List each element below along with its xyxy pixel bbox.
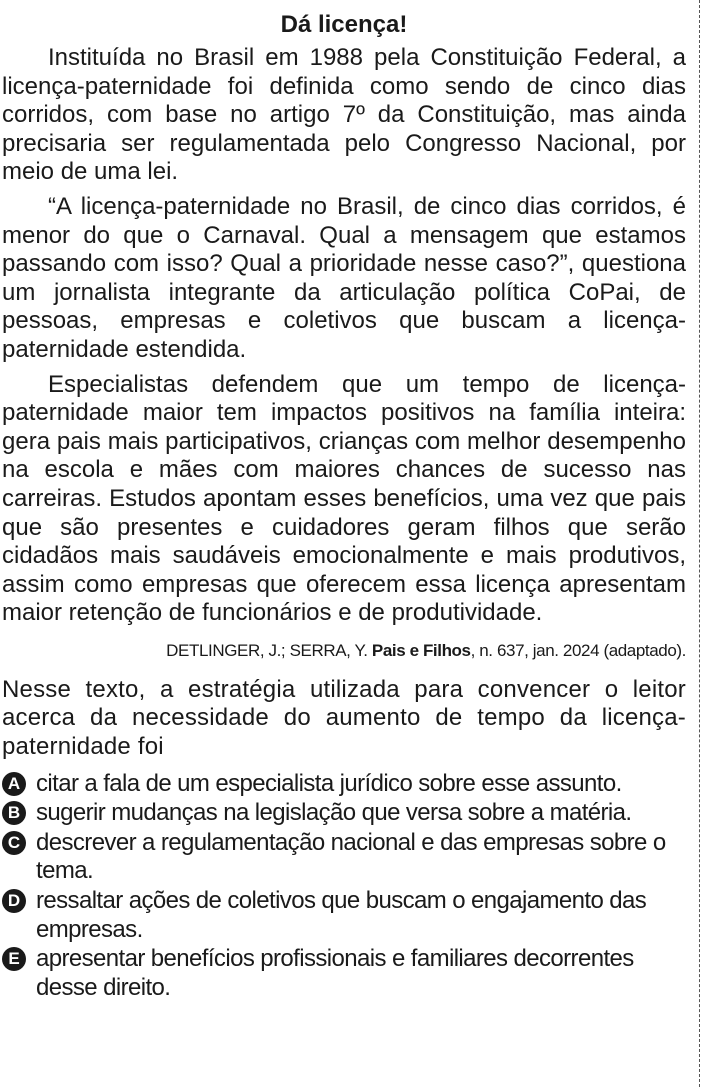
option-c[interactable] [2,829,686,886]
option-a-text: citar a fala de um especialista jurídico sobre esse assunto. [36,769,622,797]
paragraph-2: “A licença-paternidade no Brasil, de cinco dias corridos, é menor do que o Carnaval. Qual a mensagem que estamos passando com isso? Qual a prioridade nesse caso?”, questiona um jornalista integrante da articulação política CoPai, de pessoas, empresas e coletivos que buscam a licença-paternidade estendida. [2,192,686,363]
option-e-text: apresentar benefícios profissionais e familiares decorrentes desse direito. [36,945,634,1001]
source-publication: Pais e Filhos [371,640,471,660]
article-title: Dá licença! [280,11,408,38]
option-d[interactable] [2,887,686,944]
paragraph-1: Instituída no Brasil em 1988 pela Constituição Federal, a licença-paternidade foi definida como sendo de cinco dias corridos, com base no artigo 7º da Constituição, mas ainda precisaria ser regulamentada pelo Congresso Nacional, por meio de uma lei. [2,44,686,186]
option-c-text: descrever a regulamentação nacional e das empresas sobre o tema. [36,828,666,885]
question-page [2,0,686,1003]
paragraph-3: Especialistas defendem que um tempo de licença-paternidade maior tem impactos positivos na família inteira: gera pais mais participativos, crianças com melhor desempenho na escola e mães com maiores chances de sucesso nas carreiras. Estudos apontam esses benefícios, uma vez que pais que são presentes e cuidadores geram filhos que serão cidadãos mais saudáveis emocionalmente e mais produtivos, assim como empresas que oferecem essa licença apresentam maior retenção de funcionários e de produtividade. [2,370,686,627]
option-e-letter-icon: E [2,947,26,971]
column-divider [699,0,700,1087]
option-b[interactable] [2,799,686,828]
source-citation [2,640,686,662]
option-b-letter-icon: B [2,801,26,825]
option-d-letter-icon: D [2,889,26,913]
question-stem: Nesse texto, a estratégia utilizada para convencer o leitor acerca da necessidade do aumento de tempo da licença-paternidade foi [2,675,686,761]
option-a[interactable] [2,770,686,799]
source-details: , n. 637, jan. 2024 (adaptado). [470,640,686,660]
option-e[interactable] [2,945,686,1002]
source-authors: DETLINGER, J.; SERRA, Y. [166,640,368,660]
option-c-letter-icon: C [2,831,26,855]
option-d-text: ressaltar ações de coletivos que buscam o engajamento das empresas. [36,887,647,943]
option-a-letter-icon: A [2,772,26,796]
option-b-text: sugerir mudanças na legislação que versa sobre a matéria. [36,799,632,827]
answer-options [2,770,686,1003]
